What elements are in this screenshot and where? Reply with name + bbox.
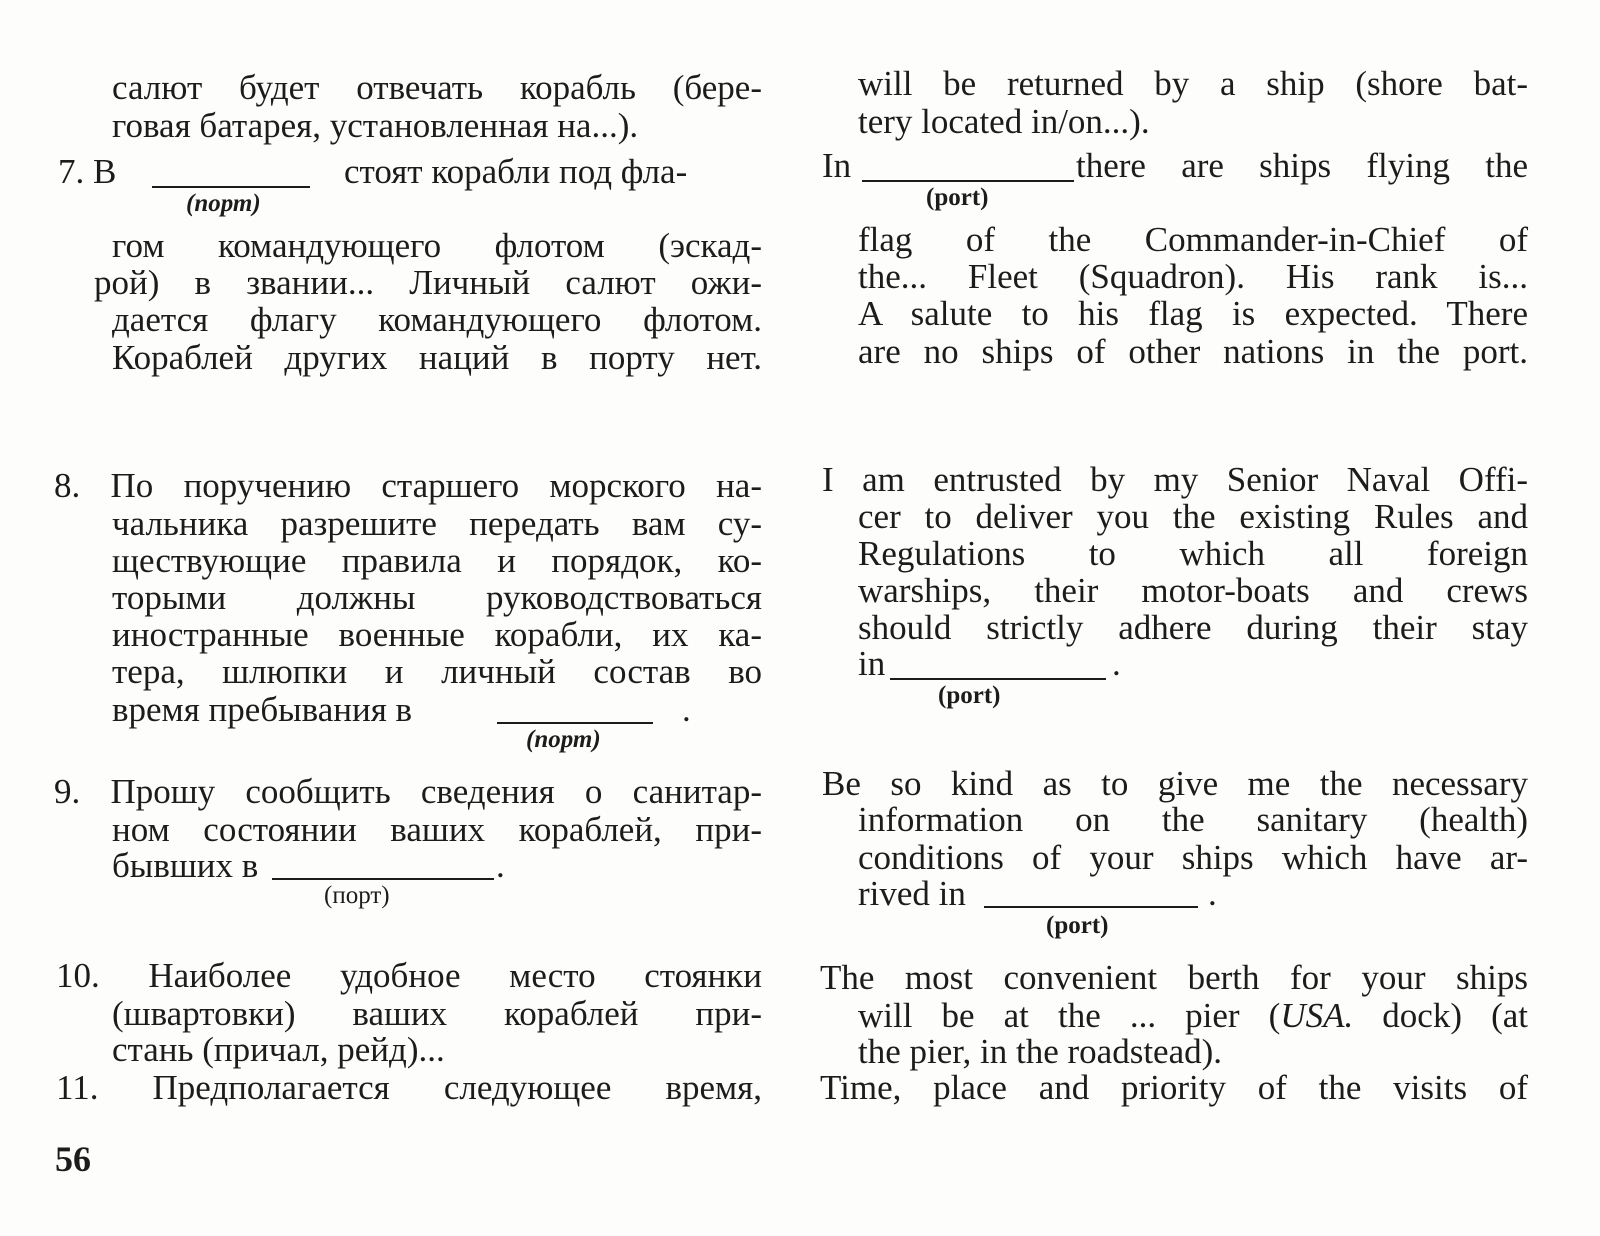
ru-text-line: чальника разрешите передать вам су- xyxy=(112,504,762,543)
ru-text-line: дается флагу командующего флотом. xyxy=(112,300,762,339)
en-text-line: Be so kind as to give me the necessary xyxy=(822,764,1528,803)
en-text-line: will be returned by a ship (shore bat- xyxy=(858,64,1528,103)
ru-text-line: Кораблей других наций в порту нет. xyxy=(112,338,762,377)
ru-text-line: ном состоянии ваших кораблей, при- xyxy=(112,810,762,849)
en-text-line: I am entrusted by my Senior Naval Offi- xyxy=(822,460,1528,499)
ru-blank-line xyxy=(152,186,310,188)
en-blank-line xyxy=(862,180,1074,182)
ru-text-line: (швартовки) ваших кораблей при- xyxy=(112,994,762,1033)
ru-blank-line xyxy=(272,878,494,880)
en-port-caption: (port) xyxy=(1046,912,1109,939)
en-text-line: warships, their motor-boats and crews xyxy=(858,571,1528,610)
ru-text-line: салют будет отвечать корабль (бере- xyxy=(112,68,762,107)
en-dot: . xyxy=(1112,644,1121,683)
en-port-caption: (port) xyxy=(926,184,989,211)
en-text-line: A salute to his flag is expected. There xyxy=(858,294,1528,333)
page-number: 56 xyxy=(55,1139,91,1179)
ru-text-line: 11. Предполагается следующее время, xyxy=(56,1068,762,1107)
ru-text-line: 10. Наиболее удобное место стоянки xyxy=(56,956,762,995)
ru-text-line: 8. По поручению старшего морского на- xyxy=(54,466,762,505)
en-text-line: the... Fleet (Squadron). His rank is... xyxy=(858,257,1528,296)
ru-text-line: рой) в звании... Личный салют ожи- xyxy=(94,263,762,302)
en-dot: . xyxy=(1208,874,1217,913)
en-text-line: rived in xyxy=(858,874,966,913)
en-text-line: In xyxy=(822,146,852,185)
ru-blank-line xyxy=(497,722,653,724)
ru-text-line: говая батарея, установленная на...). xyxy=(112,106,639,145)
ru-text-line: время пребывания в xyxy=(112,690,413,729)
en-text-line: information on the sanitary (health) xyxy=(858,800,1528,839)
en-text-line: are no ships of other nations in the port. xyxy=(858,332,1528,371)
en-text-line: flag of the Commander-in-Chief of xyxy=(858,220,1528,259)
en-text-line: should strictly adhere during their stay xyxy=(858,608,1528,647)
ru-port-caption: (порт) xyxy=(324,882,390,909)
en-text-line: Regulations to which all foreign xyxy=(858,534,1528,573)
en-text-line: there are ships flying the xyxy=(1076,146,1528,185)
ru-text-line: 9. Прошу сообщить сведения о санитар- xyxy=(54,772,762,811)
ru-text-line: ществующие правила и порядок, ко- xyxy=(112,541,762,580)
ru-text-line: торыми должны руководствоваться xyxy=(112,578,762,617)
en-text-line: the pier, in the roadstead). xyxy=(858,1032,1223,1071)
ru-text-line: гом командующего флотом (эскад- xyxy=(112,226,762,265)
ru-text-line: бывших в xyxy=(112,846,259,885)
ru-text-line: тера, шлюпки и личный состав во xyxy=(112,652,762,691)
ru-item-7-number: 7. В xyxy=(58,152,117,191)
en-text-line: cer to deliver you the existing Rules and xyxy=(858,497,1528,536)
ru-port-caption: (порт) xyxy=(186,190,261,217)
en-text-line: will be at the ... pier (USA. dock) (at xyxy=(858,996,1528,1035)
ru-dot: . xyxy=(496,846,505,885)
en-text-line: tery located in/on...). xyxy=(858,102,1150,141)
en-blank-line xyxy=(984,906,1198,908)
ru-text-line: стань (причал, рейд)... xyxy=(112,1030,445,1069)
en-text-line: conditions of your ships which have ar- xyxy=(858,838,1528,877)
ru-text-line: иностранные военные корабли, их ка- xyxy=(112,615,762,654)
ru-dot: . xyxy=(682,690,691,729)
en-blank-line xyxy=(890,678,1106,680)
en-text-line: Time, place and priority of the visits of xyxy=(820,1068,1528,1107)
en-port-caption: (port) xyxy=(938,682,1001,709)
ru-text-line: стоят корабли под фла- xyxy=(344,152,688,191)
ru-port-caption: (порт) xyxy=(526,726,601,753)
en-text-line: in xyxy=(858,644,886,683)
en-text-line: The most convenient berth for your ships xyxy=(820,958,1528,997)
